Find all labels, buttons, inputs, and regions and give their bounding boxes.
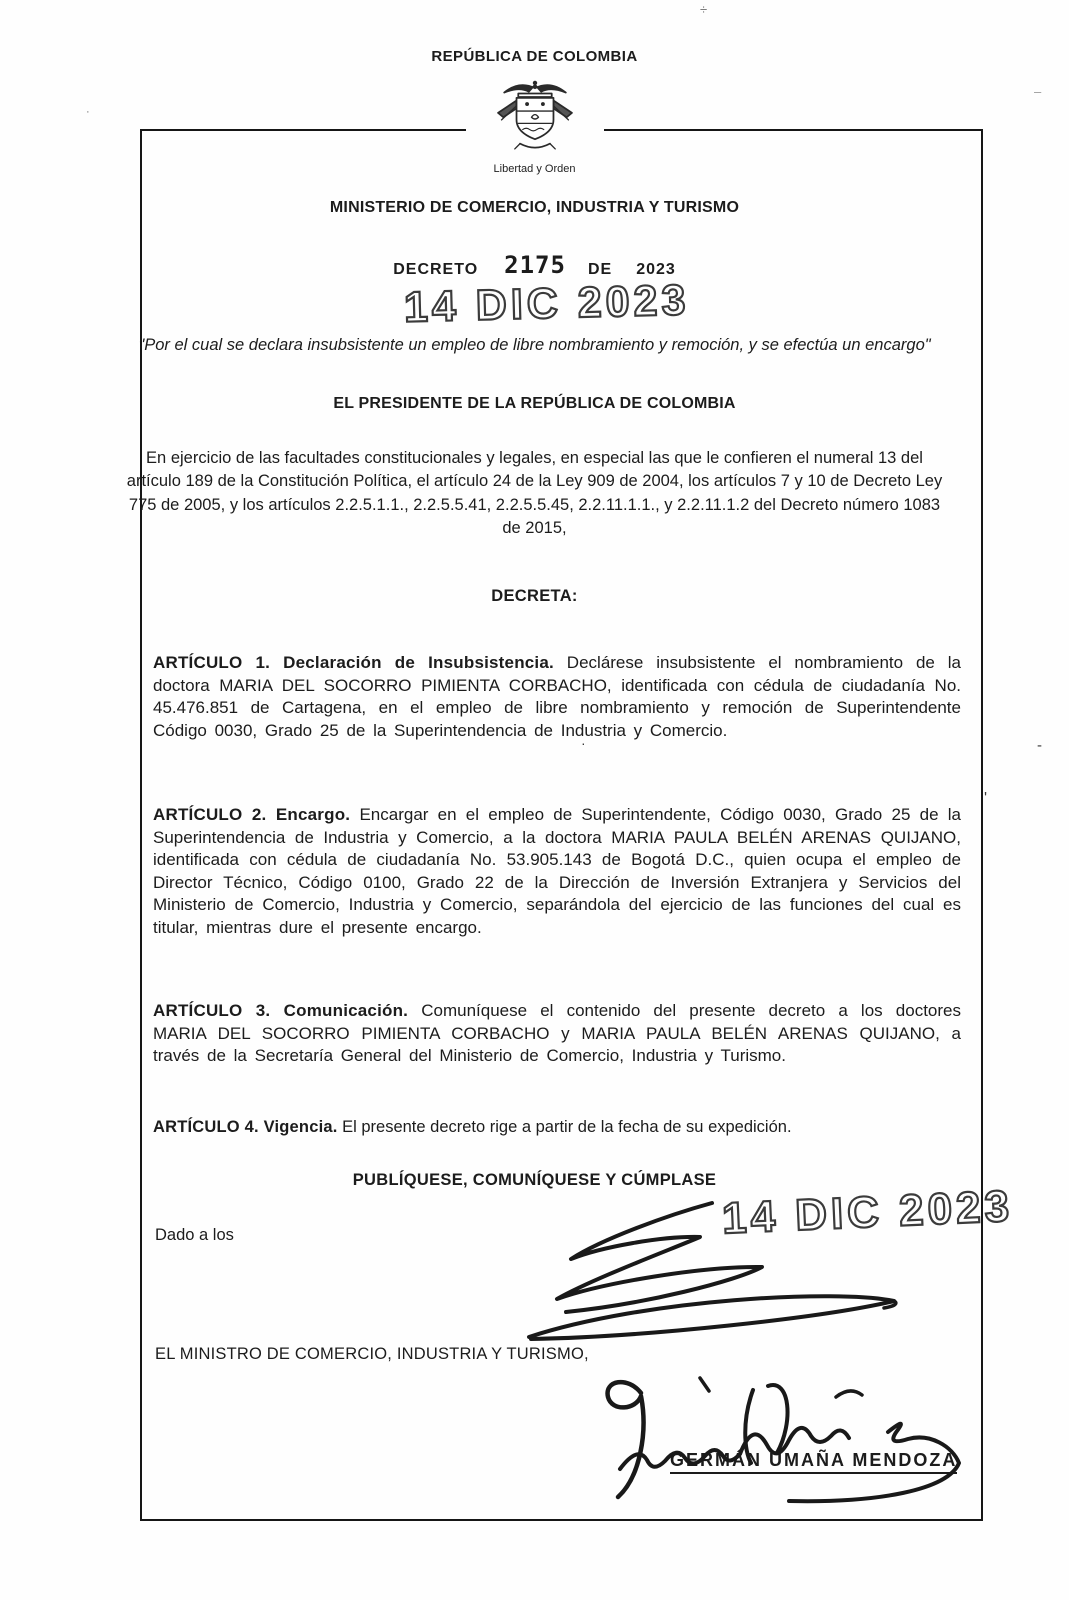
- decree-number: 2175: [504, 251, 566, 279]
- coat-of-arms: [466, 74, 604, 175]
- article-3-lead: ARTÍCULO 3. Comunicación.: [153, 1001, 409, 1020]
- coat-of-arms-motto: Libertad y Orden: [493, 163, 576, 175]
- decree-year: 2023: [636, 261, 676, 278]
- preamble-paragraph: En ejercicio de las facultades constitucionales y legales, en especial las que le confieren el numeral 13 del artículo 189 de la Constitución Política, el artículo 24 de la Ley 909 de 2004, los artículos 7 y 10 de Decreto Ley 775 de 2005, y los artículos 2.2.5.1.1., 2.2.5.5.41, 2.2.5.5.45, 2.2.11.1.1., y 2.2.11.1.2 del Decreto número 1083 de 2015,: [126, 449, 943, 538]
- scan-artifact: ·: [86, 106, 90, 118]
- scan-artifact: -: [1037, 737, 1042, 754]
- article-3-body: Comuníquese el contenido del presente decreto a los doctores MARIA DEL SOCORRO PIMIENTA CORBACHO y MARIA PAULA BELÉN ARENAS QUIJANO, a través de la Secretaría General del Ministerio de Comercio, Industria y Turismo.: [153, 1001, 961, 1065]
- date-stamp-bottom: 14 DIC 2023: [721, 1181, 1014, 1244]
- minister-heading: EL MINISTRO DE COMERCIO, INDUSTRIA Y TURISMO,: [155, 1345, 589, 1363]
- article-2-paragraph: [153, 804, 961, 939]
- decree-word: DECRETO: [393, 261, 479, 278]
- article-1-lead: ARTÍCULO 1. Declaración de Insubsistencia.: [153, 653, 554, 672]
- article-2-body: Encargar en el empleo de Superintendente, Código 0030, Grado 25 de la Superintendencia de Industria y Comercio, a la doctora MARIA PAULA BELÉN ARENAS QUIJANO, identificada con cédula de ciudadanía No. 53.905.143 de Bogotá D.C., quien ocupa el empleo de Director Técnico, Código 0100, Grado 22 de la Dirección de Inversión Extranjera y Servicios del Ministerio de Comercio, Industria y Comercio, separándola del ejercicio de las funciones del cual es titular, mientras dure el presente encargo.: [153, 805, 962, 937]
- scan-artifact: –: [1034, 84, 1042, 99]
- decree-number-line: [0, 252, 1069, 280]
- article-1-paragraph: [153, 652, 961, 742]
- president-heading: EL PRESIDENTE DE LA REPÚBLICA DE COLOMBIA: [333, 395, 736, 412]
- decreta-heading: DECRETA:: [491, 587, 578, 605]
- decree-subject: "Por el cual se declara insubsistente un empleo de libre nombramiento y remoción, y se efectúa un encargo": [138, 336, 931, 354]
- republic-title: REPÚBLICA DE COLOMBIA: [431, 48, 638, 65]
- decree-de-word: DE: [587, 261, 613, 278]
- scan-artifact: ·: [581, 735, 586, 751]
- article-4-lead: ARTÍCULO 4. Vigencia.: [153, 1117, 338, 1136]
- article-2-lead: ARTÍCULO 2. Encargo.: [153, 805, 351, 824]
- article-1-body: Declárese insubsistente el nombramiento de la doctora MARIA DEL SOCORRO PIMIENTA CORBACHO, identificada con cédula de ciudadanía No. 45.476.851 de Cartagena, en el empleo de libre nombramiento y remoción de Superintendente Código 0030, Grado 25 de la Superintendencia de Industria y Comercio.: [153, 653, 961, 740]
- ministry-title: MINISTERIO DE COMERCIO, INDUSTRIA Y TURISMO: [329, 199, 740, 216]
- signer-name: GERMÁN UMAÑA MENDOZA: [670, 1450, 957, 1474]
- publish-heading: PUBLÍQUESE, COMUNÍQUESE Y CÚMPLASE: [352, 1171, 717, 1189]
- date-stamp-top: 14 DIC 2023: [403, 276, 691, 332]
- article-4-paragraph: [153, 1116, 792, 1139]
- article-3-paragraph: [153, 1000, 961, 1068]
- scan-artifact: ': [984, 790, 988, 807]
- scan-artifact: ÷: [700, 2, 708, 17]
- article-4-body: El presente decreto rige a partir de la fecha de su expedición.: [337, 1117, 792, 1136]
- given-at-label: Dado a los: [155, 1226, 234, 1244]
- colombia-coat-of-arms-icon: [491, 76, 579, 162]
